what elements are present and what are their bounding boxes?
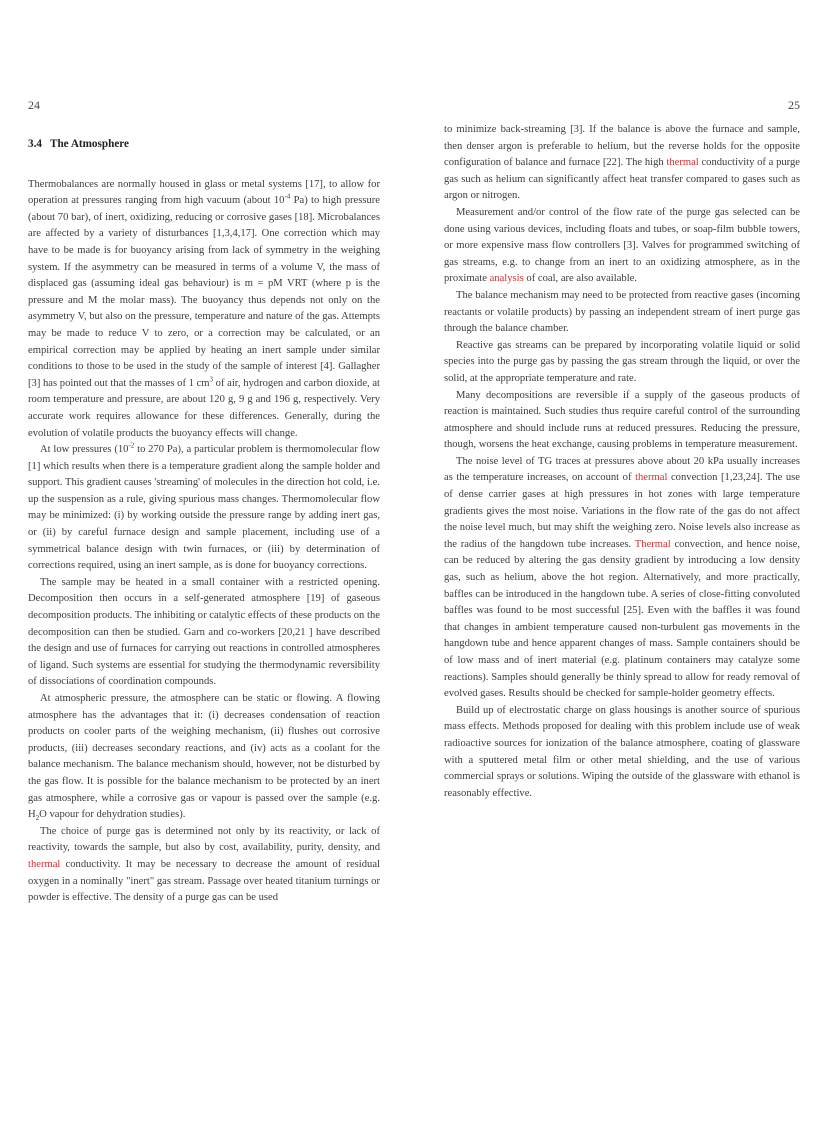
paragraph: The balance mechanism may need to be protected from reactive gases (incoming reactants or volatile products) by passing an independent stream of inert purge gas through the balance chamber. bbox=[444, 289, 800, 335]
left-page-column bbox=[28, 136, 380, 907]
analysis-link[interactable]: analysis bbox=[489, 273, 524, 285]
paragraph: Thermobalances are normally housed in glass or metal systems [17], to allow for operation at pressures ranging from high vacuum (about $10^{-4}$ Pa) to high pressure (about 70 bar), of inert, oxidizing, reducing or corrosive gases [18]. Microbalances are affected by a variety of disturbances [1,3,4,17]. One correction which may have to be made is for buoyancy arising from lack of symmetry in the weighing system. If the asymmetry can be measured in terms of a volume V, the mass of displaced gas (assuming ideal gas behaviour) is m = pM VRT (where p is the pressure and M the molar mass). The buoyancy thus depends not only on the asymmetry V, but also on the pressure, temperature and nature of the gas. Attempts may be made to reduce V to zero, or a correction may be calculated, or an empirical correction may be applied by heating an inert sample under similar conditions to those to be used in the study of the sample of interest [4]. Gallagher [3] has pointed out that the masses of 1 $cm^3$ of air, hydrogen and carbon dioxide, at room temperature and pressure, are about 120 g, 9 g and 196 g, respectively. Very accurate work requires allowance for these differences. Generally, during the evolution of volatile products the buoyancy effects will change. bbox=[28, 178, 380, 439]
right-page-column bbox=[444, 122, 800, 802]
section-title: The Atmosphere bbox=[49, 138, 130, 150]
section-number: 3.4 bbox=[28, 138, 42, 150]
paragraph: Measurement and/or control of the flow rate of the purge gas selected can be done using various devices, including floats and tubes, or soap-film bubble towers, or more expensive mass flow controllers [3]. Valves for programmed switching of gas streams, e.g. to change from an inert to an oxidizing atmosphere, as in the proximate analysis of coal, are also available. bbox=[444, 206, 800, 285]
paragraph: Reactive gas streams can be prepared by incorporating volatile liquid or solid species into the purge gas by passing the gas stream through the liquid, or over the solid, at the appropriate temperature and rate. bbox=[444, 339, 800, 384]
thermal-link[interactable]: Thermal bbox=[634, 538, 671, 550]
paragraph: Many decompositions are reversible if a supply of the gaseous products of reaction is maintained. Such studies thus require careful control of the surrounding atmosphere and should include runs at reduced pressures. Reducing the pressure, though, worsens the heat exchange, causing problems in temperature measurement. bbox=[444, 389, 800, 451]
thermal-link[interactable]: thermal bbox=[635, 472, 668, 484]
paragraph: The sample may be heated in a small container with a restricted opening. Decomposition then occurs in a self-generated atmosphere [19] of gaseous decomposition products. The inhibiting or catalytic effects of these products on the decomposition can then be studied. Garn and co-workers [20,21 ] have described the design and use of furnaces for carrying out reactions in controlled atmospheres of ligand. Such systems are essential for studying the thermodynamic reversibility of dissociations of coordination compounds. bbox=[28, 576, 380, 688]
thermal-link[interactable]: thermal bbox=[28, 858, 61, 870]
paragraph: At low pressures ($10^{-2}$ to 270 Pa), a particular problem is thermomolecular flow [1] which results when there is a temperature gradient along the sample holder and support. This gradient causes 'streaming' of molecules in the direction hot cold, i.e. up the suspension as a rule, giving spurious mass changes. Thermomolecular flow may be minimized: (i) by working outside the pressure range by adding inert gas, or (ii) by careful furnace design and sample placement, including use of a symmetrical balance design with twin furnaces, or (iii) by determination of corrections required, using an inert sample, as is done for buoyancy corrections. bbox=[28, 441, 380, 572]
thermal-link[interactable]: thermal bbox=[666, 157, 699, 169]
right-page-number: 25 bbox=[788, 98, 800, 112]
paragraph: to minimize back-streaming [3]. If the balance is above the furnace and sample, then denser argon is preferable to helium, but the reverse holds for the opposite configuration of balance and furnace [22]. The high thermal conductivity of a purge gas such as helium can significantly affect heat transfer compared to gases such as argon or nitrogen. bbox=[444, 124, 801, 202]
section-heading bbox=[28, 136, 380, 153]
paragraph: Build up of electrostatic charge on glass housings is another source of spurious mass effects. Methods proposed for dealing with this problem include use of weak radioactive sources for ionization of the balance atmosphere, coating of glassware with a sputtered metal film or other metal shielding, and the use of various commercial sprays or solutions. Wiping the outside of the glassware with ethanol is reasonably effective. bbox=[444, 704, 800, 799]
paragraph: The choice of purge gas is determined not only by its reactivity, or lack of reactivity, towards the sample, but also by cost, availability, purity, density, and thermal conductivity. It may be necessary to decrease the amount of residual oxygen in a nominally "inert" gas stream. Passage over heated titanium turnings or powder is effective. The density of a purge gas can be used bbox=[28, 825, 380, 904]
left-page-number: 24 bbox=[28, 98, 40, 112]
paragraph: At atmospheric pressure, the atmosphere can be static or flowing. A flowing atmosphere has the advantages that it: (i) decreases condensation of reaction products on cooler parts of the weighing mechanism, (ii) flushes out corrosive products, (iii) decreases secondary reactions, and (iv) acts as a coolant for the balance mechanism. The balance mechanism should, however, not be disturbed by the gas flow. It is possible for the balance mechanism to be protected by an inert gas atmosphere, while a corrosive gas or vapour is passed over the sample (e.g. $H_2O$ vapour for dehydration studies). bbox=[28, 693, 380, 823]
paragraph: The noise level of TG traces at pressures above about 20 kPa usually increases as the temperature increases, on account of thermal convection [1,23,24]. The use of dense carrier gases at high pressures in hot zones with large temperature gradients gives the most noise. Variations in the flow rate of the gas do not affect the noise level much, but may shift the weighing zero. Noise levels also increase as the radius of the hangdown tube increases. Thermal convection, and hence noise, can be reduced by altering the gas density gradient by introducing a low density gas, such as helium, above the hot region. Alternatively, and more practically, baffles can be introduced in the hangdown tube. A series of close-fitting convoluted baffles was found to be most successful [25]. Even with the baffles it was found that changes in ambient temperature caused non-turbulent gas movements in the hangdown tube and hence apparent changes of mass. Sample containers should be of low mass and of inert material (e.g. platinum containers may catalyze some reactions). Samples should generally be thinly spread to allow for ready removal of evolved gases. Results should be checked for sample-holder geometry effects. bbox=[444, 455, 800, 700]
